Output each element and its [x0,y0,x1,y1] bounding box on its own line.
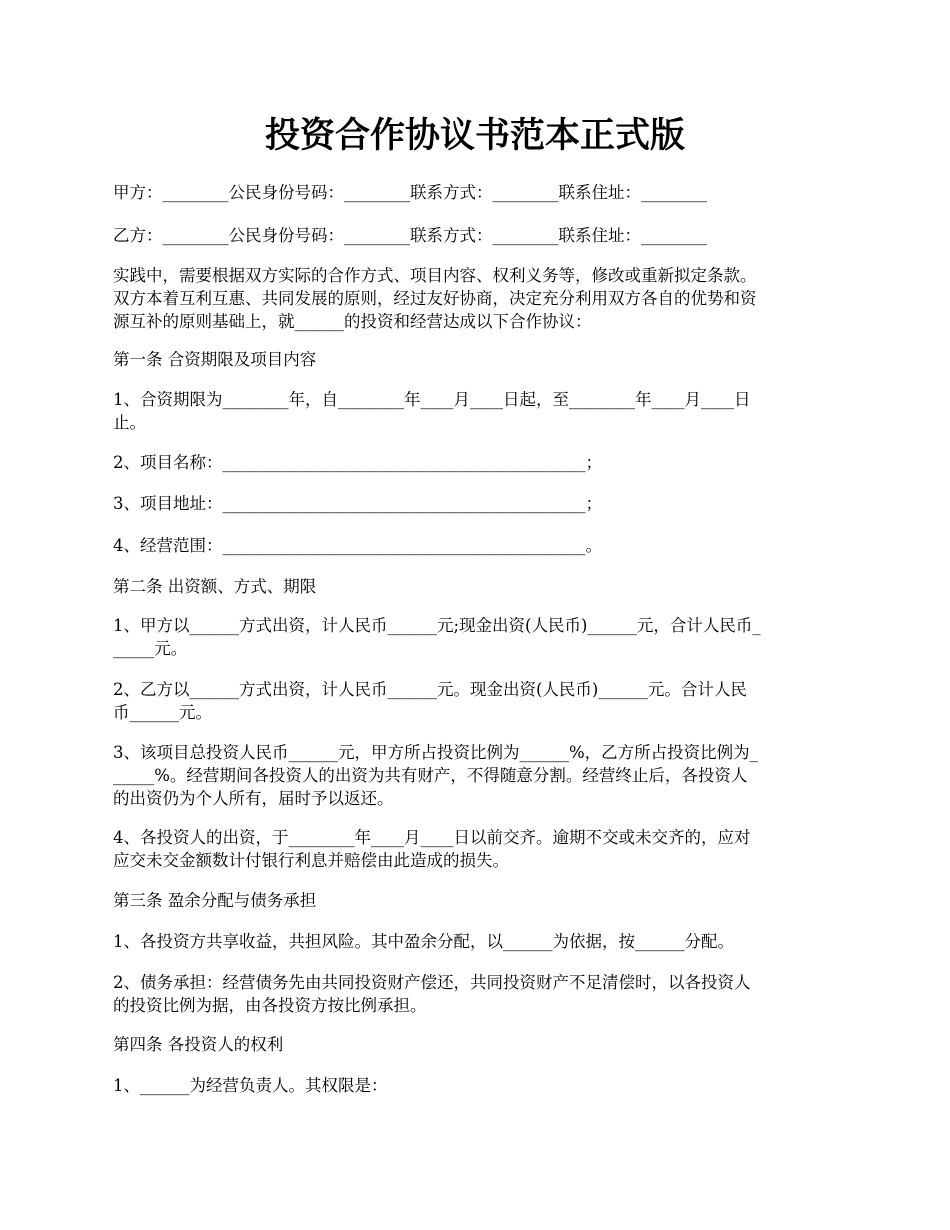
clause-line: 币______元。 [113,703,212,722]
article1-item3: 3、项目地址：____________________________________________； [113,494,602,513]
clause-line: 2、乙方以______方式出资，计人民币______元。现金出资(人民币)______元。合计人民 [113,680,747,699]
clause-line: 3、该项目总投资人民币______元，甲方所占投资比例为______%，乙方所占投资比例为_ [113,743,758,762]
article3-item2 [113,971,843,1017]
article1-heading: 第一条 合资期限及项目内容 [113,350,317,369]
clause-line: 1、甲方以______方式出资，计人民币______元;现金出资(人民币)______元，合计人民币_ [113,616,761,635]
intro-line: 源互补的原则基础上，就______的投资和经营达成以下合作协议： [113,312,592,331]
article2-heading: 第二条 出资额、方式、期限 [113,577,317,596]
article1-item4: 4、经营范围：____________________________________________。 [113,536,602,555]
article4-heading: 第四条 各投资人的权利 [113,1035,284,1054]
clause-line: 1、合资期限为________年，自________年____月____日起，至________年____月____日 [113,390,751,409]
article1-item2: 2、项目名称：____________________________________________； [113,453,602,472]
clause-line: 4、各投资人的出资，于________年____月____日以前交齐。逾期不交或未交齐的，应对 [113,828,751,847]
clause-line: 的投资比例为据，由各投资方按比例承担。 [113,996,427,1015]
intro-line: 实践中，需要根据双方实际的合作方式、项目内容、权利义务等，修改或重新拟定条款。 [113,266,757,285]
article2-item1 [113,614,843,660]
clause-line: 的出资仍为个人所有，届时予以返还。 [113,789,394,808]
article2-item2 [113,678,843,724]
intro-paragraph [113,264,843,333]
clause-line: 应交未交金额数计付银行利息并赔偿由此造成的损失。 [113,851,509,870]
article1-item1 [113,388,843,434]
document-title: 投资合作协议书范本正式版 [264,115,685,156]
intro-line: 双方本着互利互惠、共同发展的原则，经过友好协商，决定充分利用双方各自的优势和资 [113,289,757,308]
article2-item3 [113,741,843,810]
clause-line: _____%。经营期间各投资人的出资为共有财产，不得随意分割。经营终止后，各投资人 [113,766,748,785]
article4-item1: 1、______为经营负责人。其权限是： [113,1076,388,1095]
clause-line: _____元。 [113,639,188,658]
article3-item1: 1、各投资方共享收益，共担风险。其中盈余分配，以______为依据，按______分配。 [113,932,734,951]
clause-line: 2、债务承担：经营债务先由共同投资财产偿还，共同投资财产不足清偿时，以各投资人 [113,973,751,992]
clause-line: 止。 [113,413,146,432]
article3-heading: 第三条 盈余分配与债务承担 [113,891,317,910]
article2-item4 [113,826,843,872]
party-a-line: 甲方：________公民身份号码：________联系方式：________联系住址：________ [113,183,707,202]
party-b-line: 乙方：________公民身份号码：________联系方式：________联系住址：________ [113,226,707,245]
